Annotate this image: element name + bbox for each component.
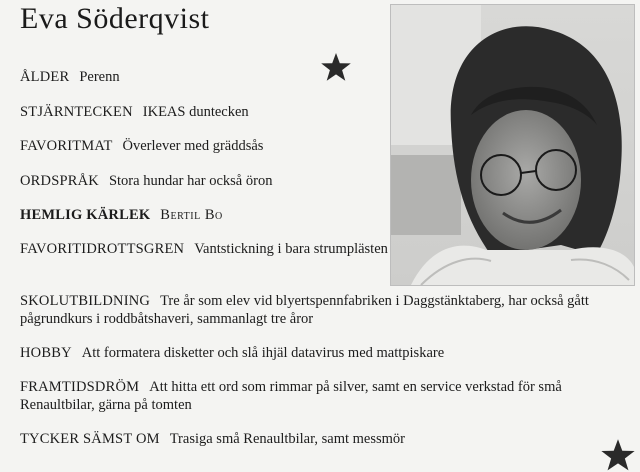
entry-label: FAVORITMAT bbox=[20, 138, 113, 154]
entry-label: FRAMTIDSDRÖM bbox=[20, 379, 140, 395]
page-title: Eva Söderqvist bbox=[20, 2, 210, 35]
entry-value: Överlever med gräddsås bbox=[122, 138, 264, 154]
entry-value: Trasiga små Renaultbilar, samt messmör bbox=[169, 431, 405, 447]
entry-secret-love bbox=[20, 206, 610, 224]
entry-dream bbox=[20, 378, 620, 414]
entry-value: Att hitta ett ord som rimmar på silver, samt en service verkstad för små Renaultbilar, gärna på tomten bbox=[20, 379, 562, 413]
entry-value: Tre år som elev vid blyertspennfabriken i Daggstänktaberg, har också gått pågrundkurs i roddbåtshaveri, sammanlagt tre åror bbox=[20, 293, 589, 327]
entry-value: Bertil Bo bbox=[160, 207, 223, 223]
entry-star-sign bbox=[20, 103, 610, 121]
entry-label: ORDSPRÅK bbox=[20, 173, 99, 189]
entry-value: Att formatera disketter och slå ihjäl datavirus med mattpiskare bbox=[81, 345, 445, 361]
entry-saying bbox=[20, 172, 610, 190]
entry-label: FAVORITIDROTTSGREN bbox=[20, 241, 185, 257]
entry-label: HOBBY bbox=[20, 345, 72, 361]
entry-education bbox=[20, 292, 620, 328]
entry-hobby bbox=[20, 344, 610, 362]
entry-value: Perenn bbox=[79, 69, 120, 85]
entry-label: ÅLDER bbox=[20, 69, 70, 85]
entry-value: Stora hundar har också öron bbox=[108, 173, 273, 189]
entry-favorite-food bbox=[20, 137, 610, 155]
entry-favorite-sport bbox=[20, 240, 388, 258]
entry-value: IKEAS duntecken bbox=[142, 104, 249, 120]
entry-label: SKOLUTBILDNING bbox=[20, 293, 151, 309]
entry-label: HEMLIG KÄRLEK bbox=[20, 207, 151, 223]
entry-value: Vantstickning i bara strumplästen bbox=[194, 241, 388, 257]
entry-label: STJÄRNTECKEN bbox=[20, 104, 133, 120]
entry-dislike bbox=[20, 430, 610, 448]
entry-label: TYCKER SÄMST OM bbox=[20, 431, 160, 447]
entry-age bbox=[20, 68, 610, 86]
